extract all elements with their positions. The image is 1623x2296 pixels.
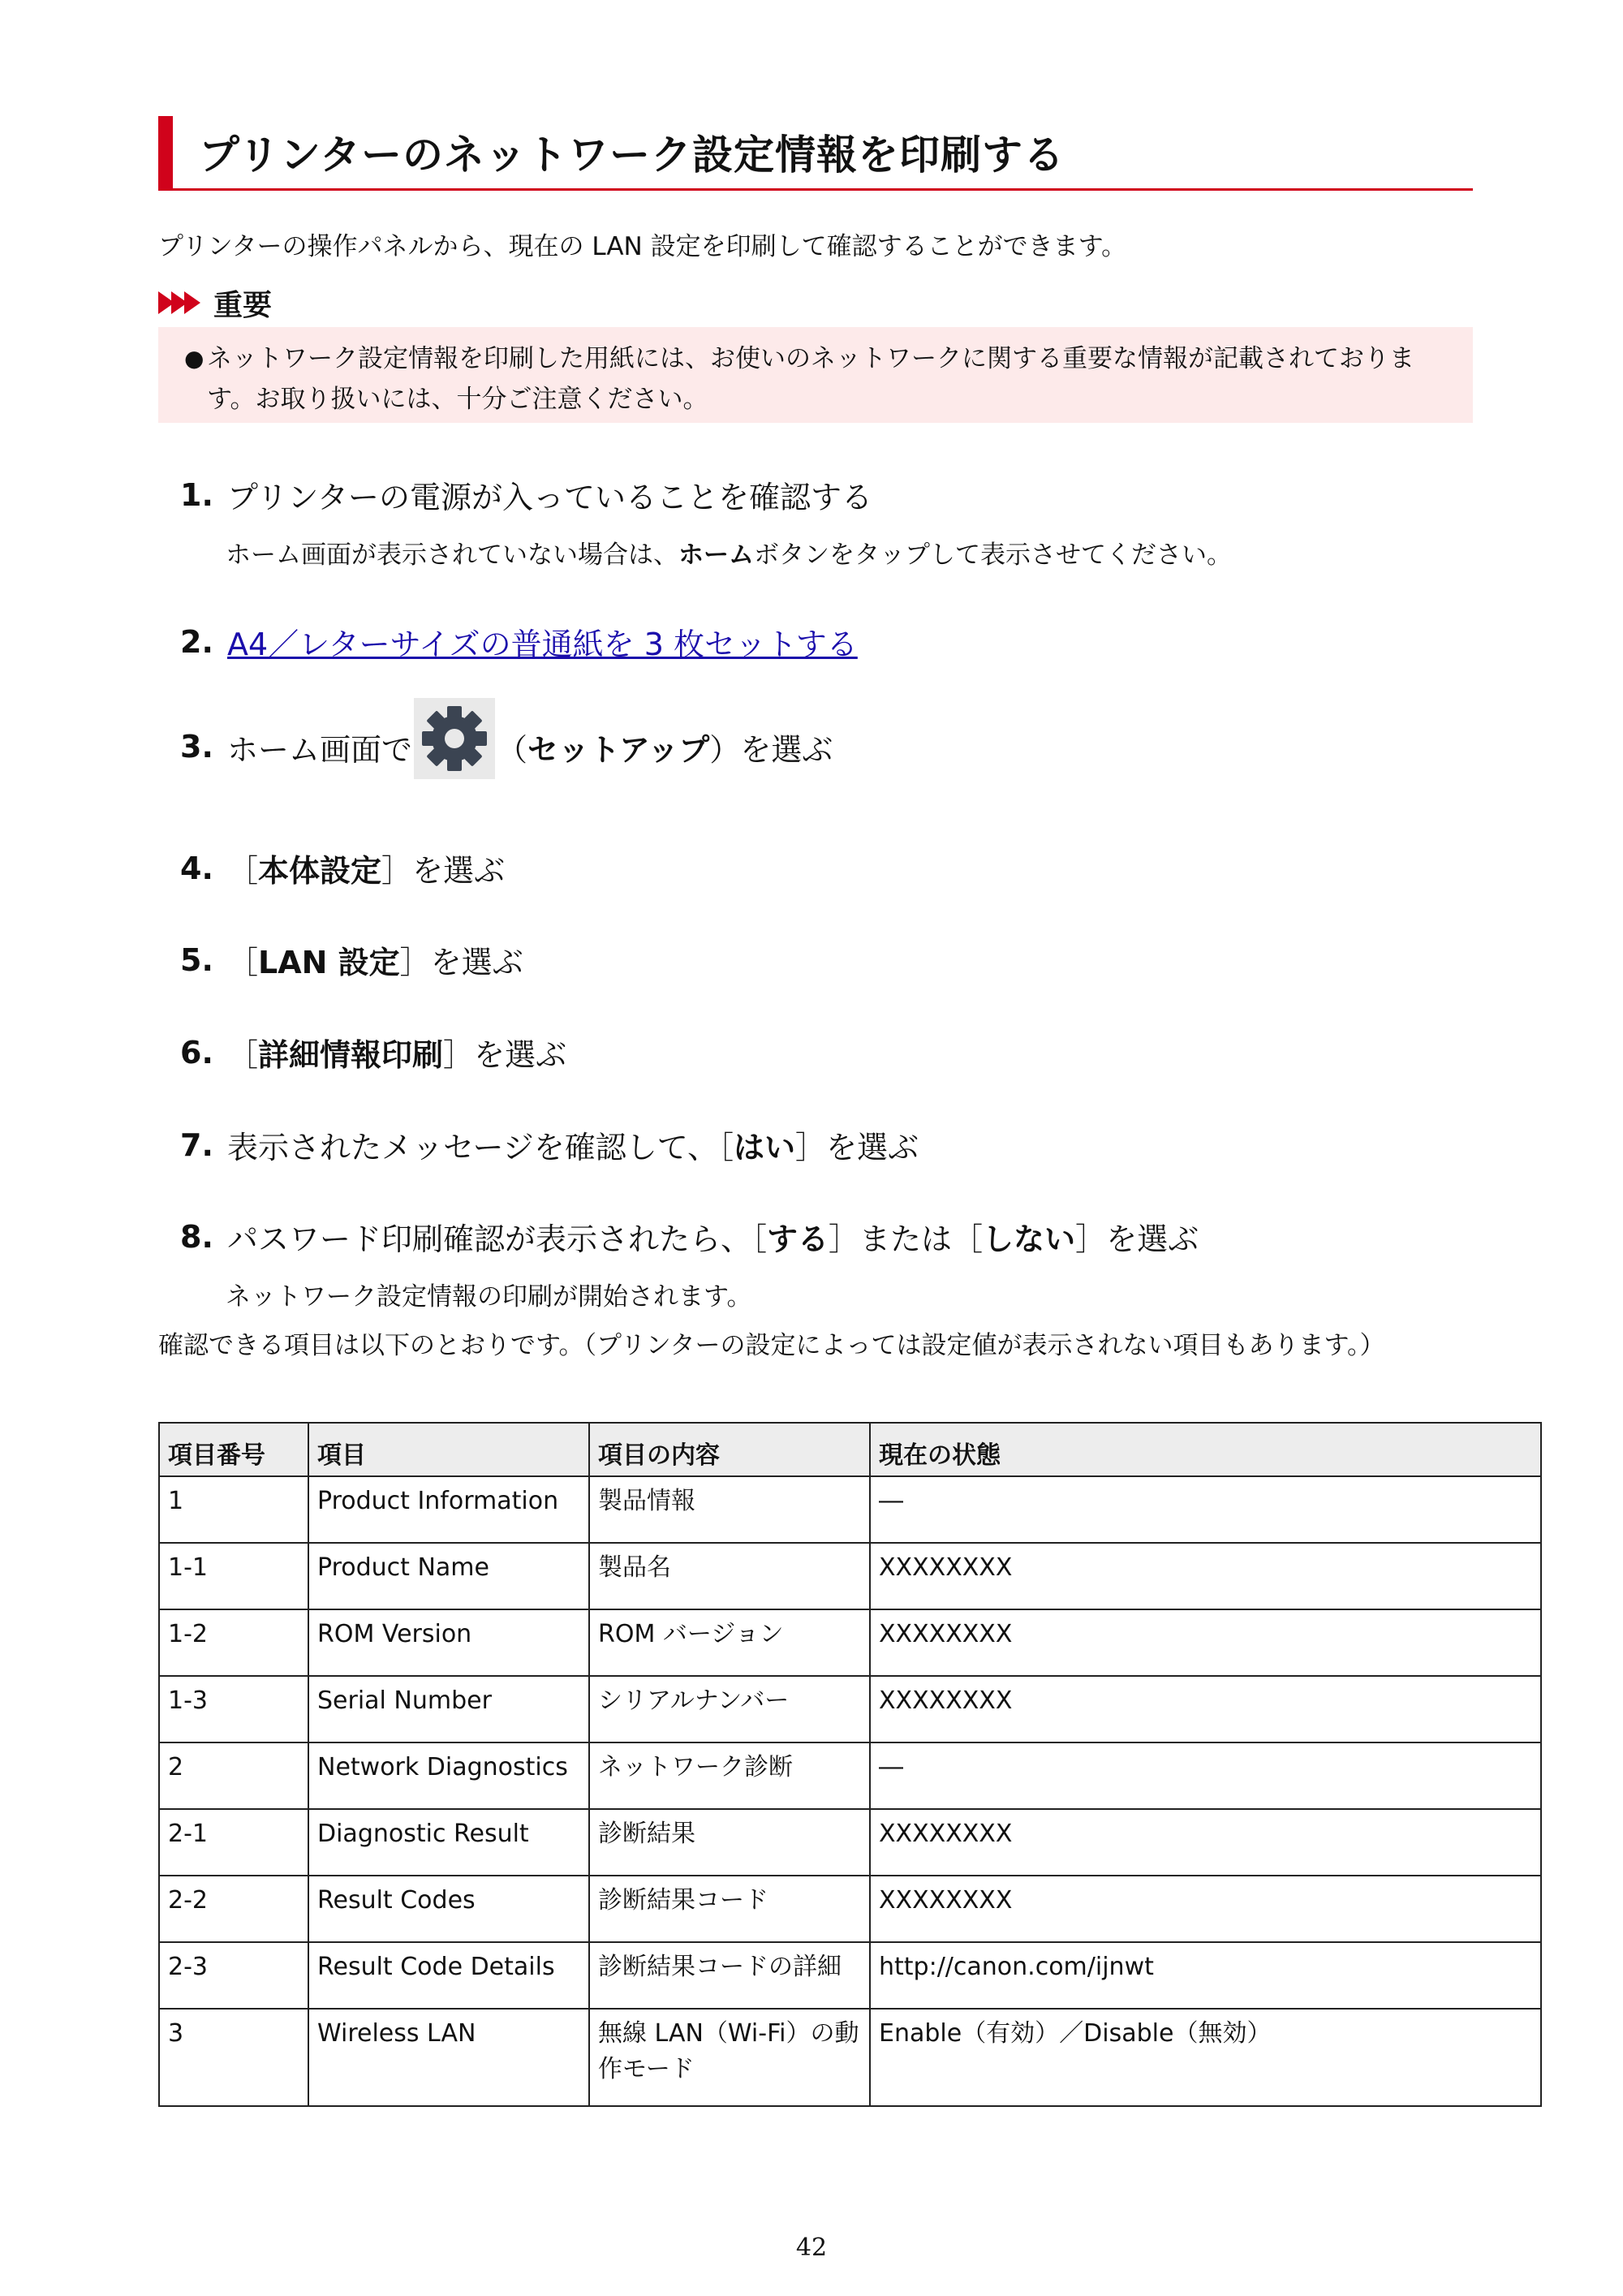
table-cell: Network Diagnostics xyxy=(308,1742,589,1809)
step-bold-text: はい xyxy=(733,1130,795,1165)
step-text: ］を選ぶ xyxy=(443,1037,567,1073)
step-bold-text: 詳細情報印刷 xyxy=(258,1037,444,1073)
page-title: プリンターのネットワーク設定情報を印刷する xyxy=(199,131,1065,179)
table-row xyxy=(159,1942,1541,2009)
step-text: プリンターの電源が入っていることを確認する xyxy=(227,480,872,515)
step-text: ［ xyxy=(227,1037,259,1073)
table-cell: 1-2 xyxy=(159,1609,308,1676)
page-number: 42 xyxy=(795,2234,828,2262)
step-number: 2. xyxy=(180,623,213,660)
step-text: ）を選ぶ xyxy=(709,731,833,768)
step-7 xyxy=(180,1122,919,1167)
step-1-note xyxy=(226,534,1232,571)
table-cell: XXXXXXXX xyxy=(870,1809,1541,1876)
step-1 xyxy=(180,472,872,517)
table-cell: 2-1 xyxy=(159,1809,308,1876)
load-paper-link[interactable]: A4／レターサイズの普通紙を 3 枚セットする xyxy=(227,627,858,662)
step-text: （ xyxy=(497,731,528,768)
intro-text: プリンターの操作パネルから、現在の LAN 設定を印刷して確認することができます。 xyxy=(158,232,1127,261)
title-underline xyxy=(158,188,1473,191)
column-header: 項目 xyxy=(308,1423,589,1476)
table-cell: 診断結果コードの詳細 xyxy=(589,1942,870,2009)
title-accent-mark xyxy=(158,116,173,191)
note-bold-text: ホーム xyxy=(678,541,754,570)
table-cell: Diagnostic Result xyxy=(308,1809,589,1876)
table-cell: シリアルナンバー xyxy=(589,1676,870,1742)
table-cell: 2-3 xyxy=(159,1942,308,2009)
table-row xyxy=(159,1543,1541,1609)
table-cell: Result Code Details xyxy=(308,1942,589,2009)
network-info-table xyxy=(158,1422,1542,2107)
column-header: 項目の内容 xyxy=(589,1423,870,1476)
step-bold-text: 本体設定 xyxy=(258,853,382,889)
step-text: ］を選ぶ xyxy=(1075,1221,1199,1257)
step-number: 8. xyxy=(180,1218,213,1255)
step-number: 1. xyxy=(180,476,213,513)
step-number: 3. xyxy=(180,729,213,765)
step-bold-text: する xyxy=(767,1221,829,1257)
step-5 xyxy=(180,937,523,982)
table-row xyxy=(159,1476,1541,1543)
table-cell: Serial Number xyxy=(308,1676,589,1742)
step-text: 表示されたメッセージを確認して、［ xyxy=(227,1130,734,1165)
table-cell: ROM バージョン xyxy=(589,1609,870,1676)
step-bold-text: しない xyxy=(983,1221,1076,1257)
table-cell: 3 xyxy=(159,2009,308,2106)
table-cell: 1 xyxy=(159,1476,308,1543)
step-text: ］を選ぶ xyxy=(399,945,523,980)
table-row xyxy=(159,1609,1541,1676)
step-text: パスワード印刷確認が表示されたら、［ xyxy=(227,1221,768,1257)
step-2 xyxy=(180,619,858,664)
table-cell: http://canon.com/ijnwt xyxy=(870,1942,1541,2009)
step-text: ］または［ xyxy=(829,1221,984,1257)
table-cell: 1-1 xyxy=(159,1543,308,1609)
step-text: ］を選ぶ xyxy=(381,853,506,889)
column-header: 現在の状態 xyxy=(870,1423,1541,1476)
table-cell: 1-3 xyxy=(159,1676,308,1742)
table-cell: 製品名 xyxy=(589,1543,870,1609)
table-cell: 診断結果 xyxy=(589,1809,870,1876)
step-text: ］を選ぶ xyxy=(794,1130,919,1165)
table-row xyxy=(159,1876,1541,1942)
table-cell: Result Codes xyxy=(308,1876,589,1942)
table-cell: 製品情報 xyxy=(589,1476,870,1543)
bullet-icon: ● xyxy=(184,345,204,372)
table-cell: ROM Version xyxy=(308,1609,589,1676)
important-heading xyxy=(158,284,272,321)
table-cell: XXXXXXXX xyxy=(870,1609,1541,1676)
table-cell: Enable（有効）／Disable（無効） xyxy=(870,2009,1541,2106)
note-text: ボタンをタップして表示させてください。 xyxy=(754,541,1232,570)
step-number: 7. xyxy=(180,1126,213,1163)
table-cell: XXXXXXXX xyxy=(870,1676,1541,1742)
gear-icon xyxy=(414,698,495,779)
step-number: 6. xyxy=(180,1034,213,1070)
step-3 xyxy=(180,706,833,787)
table-cell: XXXXXXXX xyxy=(870,1543,1541,1609)
important-text: ネットワーク設定情報を印刷した用紙には、お使いのネットワークに関する重要な情報が記載されております。お取り扱いには、十分ご注意ください。 xyxy=(207,344,1414,414)
important-label: 重要 xyxy=(213,288,273,322)
table-row xyxy=(159,1809,1541,1876)
table-row xyxy=(159,1742,1541,1809)
table-cell: Product Information xyxy=(308,1476,589,1543)
table-cell: ― xyxy=(870,1742,1541,1809)
step-4 xyxy=(180,846,505,890)
step-bold-text: セットアップ xyxy=(527,731,710,768)
step-text: ［ xyxy=(227,945,259,980)
table-cell: Wireless LAN xyxy=(308,2009,589,2106)
step-number: 5. xyxy=(180,941,213,978)
table-cell: 診断結果コード xyxy=(589,1876,870,1942)
note-text: ホーム画面が表示されていない場合は、 xyxy=(226,541,678,570)
table-cell: Product Name xyxy=(308,1543,589,1609)
table-cell: ネットワーク診断 xyxy=(589,1742,870,1809)
confirm-text: 確認できる項目は以下のとおりです。（プリンターの設定によっては設定値が表示されない項目もあります。） xyxy=(158,1331,1385,1360)
table-cell: 2 xyxy=(159,1742,308,1809)
table-row xyxy=(159,2009,1541,2106)
step-number: 4. xyxy=(180,850,213,886)
page-title-bar xyxy=(158,116,1473,191)
important-box xyxy=(158,327,1473,423)
step-8 xyxy=(180,1214,1199,1259)
table-header-row xyxy=(159,1423,1541,1476)
table-cell: 無線 LAN（Wi-Fi）の動作モード xyxy=(589,2009,870,2106)
step-bold-text: LAN 設定 xyxy=(258,945,400,980)
step-text: ホーム画面で xyxy=(227,731,413,768)
table-row xyxy=(159,1676,1541,1742)
important-chevron-icon xyxy=(158,291,197,314)
table-cell: XXXXXXXX xyxy=(870,1876,1541,1942)
step-text: ［ xyxy=(227,853,259,889)
table-cell: ― xyxy=(870,1476,1541,1543)
column-header: 項目番号 xyxy=(159,1423,308,1476)
table-cell: 2-2 xyxy=(159,1876,308,1942)
step-8-note: ネットワーク設定情報の印刷が開始されます。 xyxy=(226,1282,752,1312)
step-6 xyxy=(180,1030,566,1075)
